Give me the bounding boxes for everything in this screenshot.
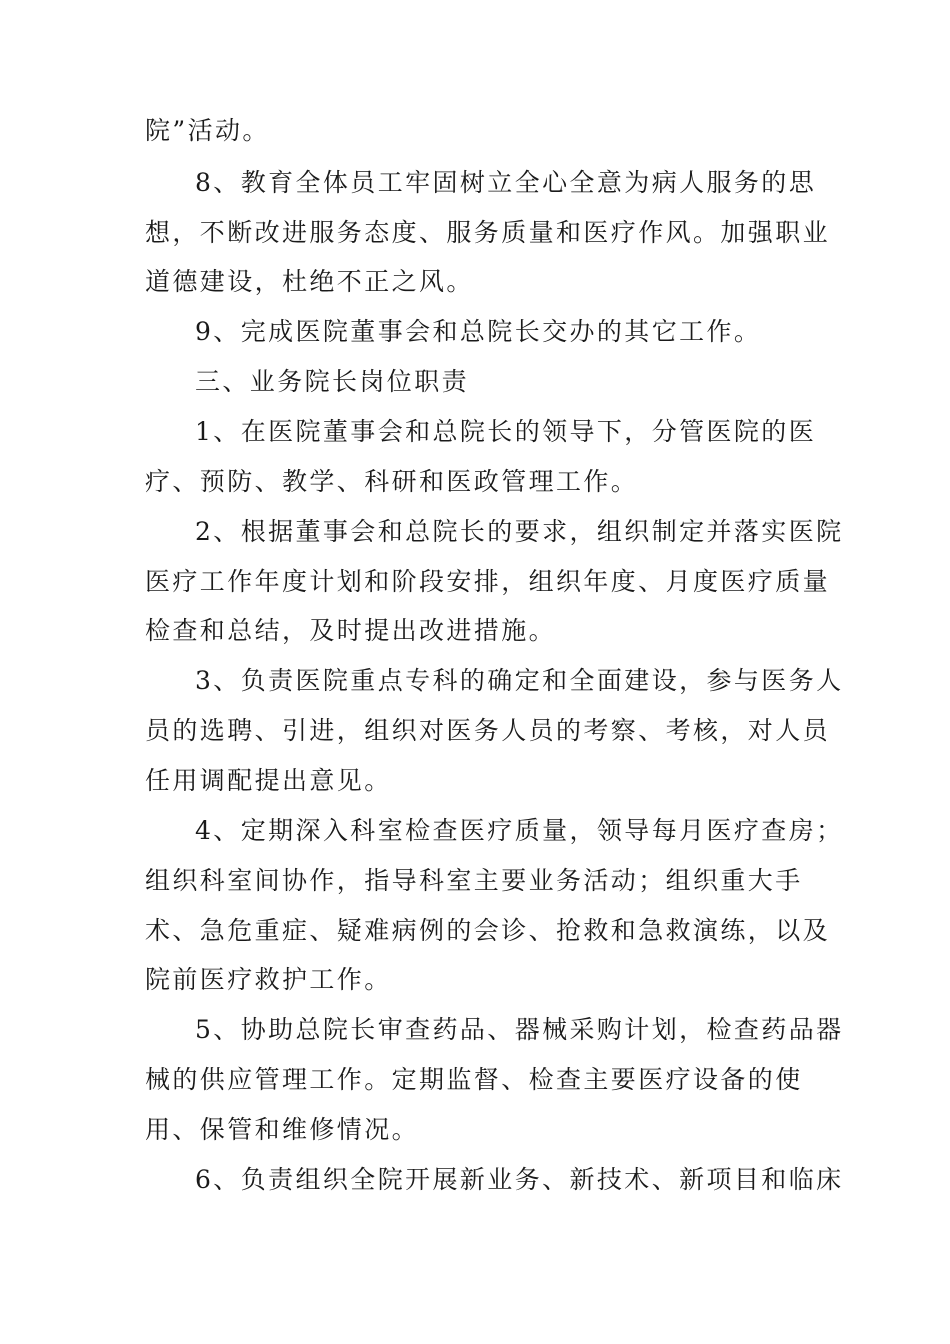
text-line: 院”活动。 — [145, 116, 270, 145]
text-line: 员的选聘、引进，组织对医务人员的考察、考核，对人员 — [145, 716, 831, 745]
text-line: 医疗工作年度计划和阶段安排，组织年度、月度医疗质量 — [145, 567, 831, 596]
text-line: 6、负责组织全院开展新业务、新技术、新项目和临床 — [195, 1165, 844, 1194]
text-line: 术、急危重症、疑难病例的会诊、抢救和急救演练，以及 — [145, 916, 831, 945]
text-line: 组织科室间协作，指导科室主要业务活动；组织重大手 — [145, 866, 803, 895]
text-line: 8、教育全体员工牢固树立全心全意为病人服务的思 — [195, 168, 817, 197]
text-line: 5、协助总院长审查药品、器械采购计划，检查药品器 — [195, 1015, 844, 1044]
text-line: 9、完成医院董事会和总院长交办的其它工作。 — [195, 317, 762, 346]
text-line: 想，不断改进服务态度、服务质量和医疗作风。加强职业 — [145, 218, 831, 247]
text-line: 院前医疗救护工作。 — [145, 965, 392, 994]
text-line: 3、负责医院重点专科的确定和全面建设，参与医务人 — [195, 666, 844, 695]
text-line: 检查和总结，及时提出改进措施。 — [145, 616, 557, 645]
section-heading: 三、业务院长岗位职责 — [195, 367, 470, 396]
text-line: 任用调配提出意见。 — [145, 766, 392, 795]
text-line: 1、在医院董事会和总院长的领导下，分管医院的医 — [195, 417, 817, 446]
text-line: 用、保管和维修情况。 — [145, 1115, 420, 1144]
text-line: 2、根据董事会和总院长的要求，组织制定并落实医院 — [195, 517, 844, 546]
text-line: 道德建设，杜绝不正之风。 — [145, 267, 474, 296]
text-line: 4、定期深入科室检查医疗质量，领导每月医疗查房； — [195, 816, 844, 845]
text-line: 械的供应管理工作。定期监督、检查主要医疗设备的使 — [145, 1065, 803, 1094]
text-line: 疗、预防、教学、科研和医政管理工作。 — [145, 467, 639, 496]
